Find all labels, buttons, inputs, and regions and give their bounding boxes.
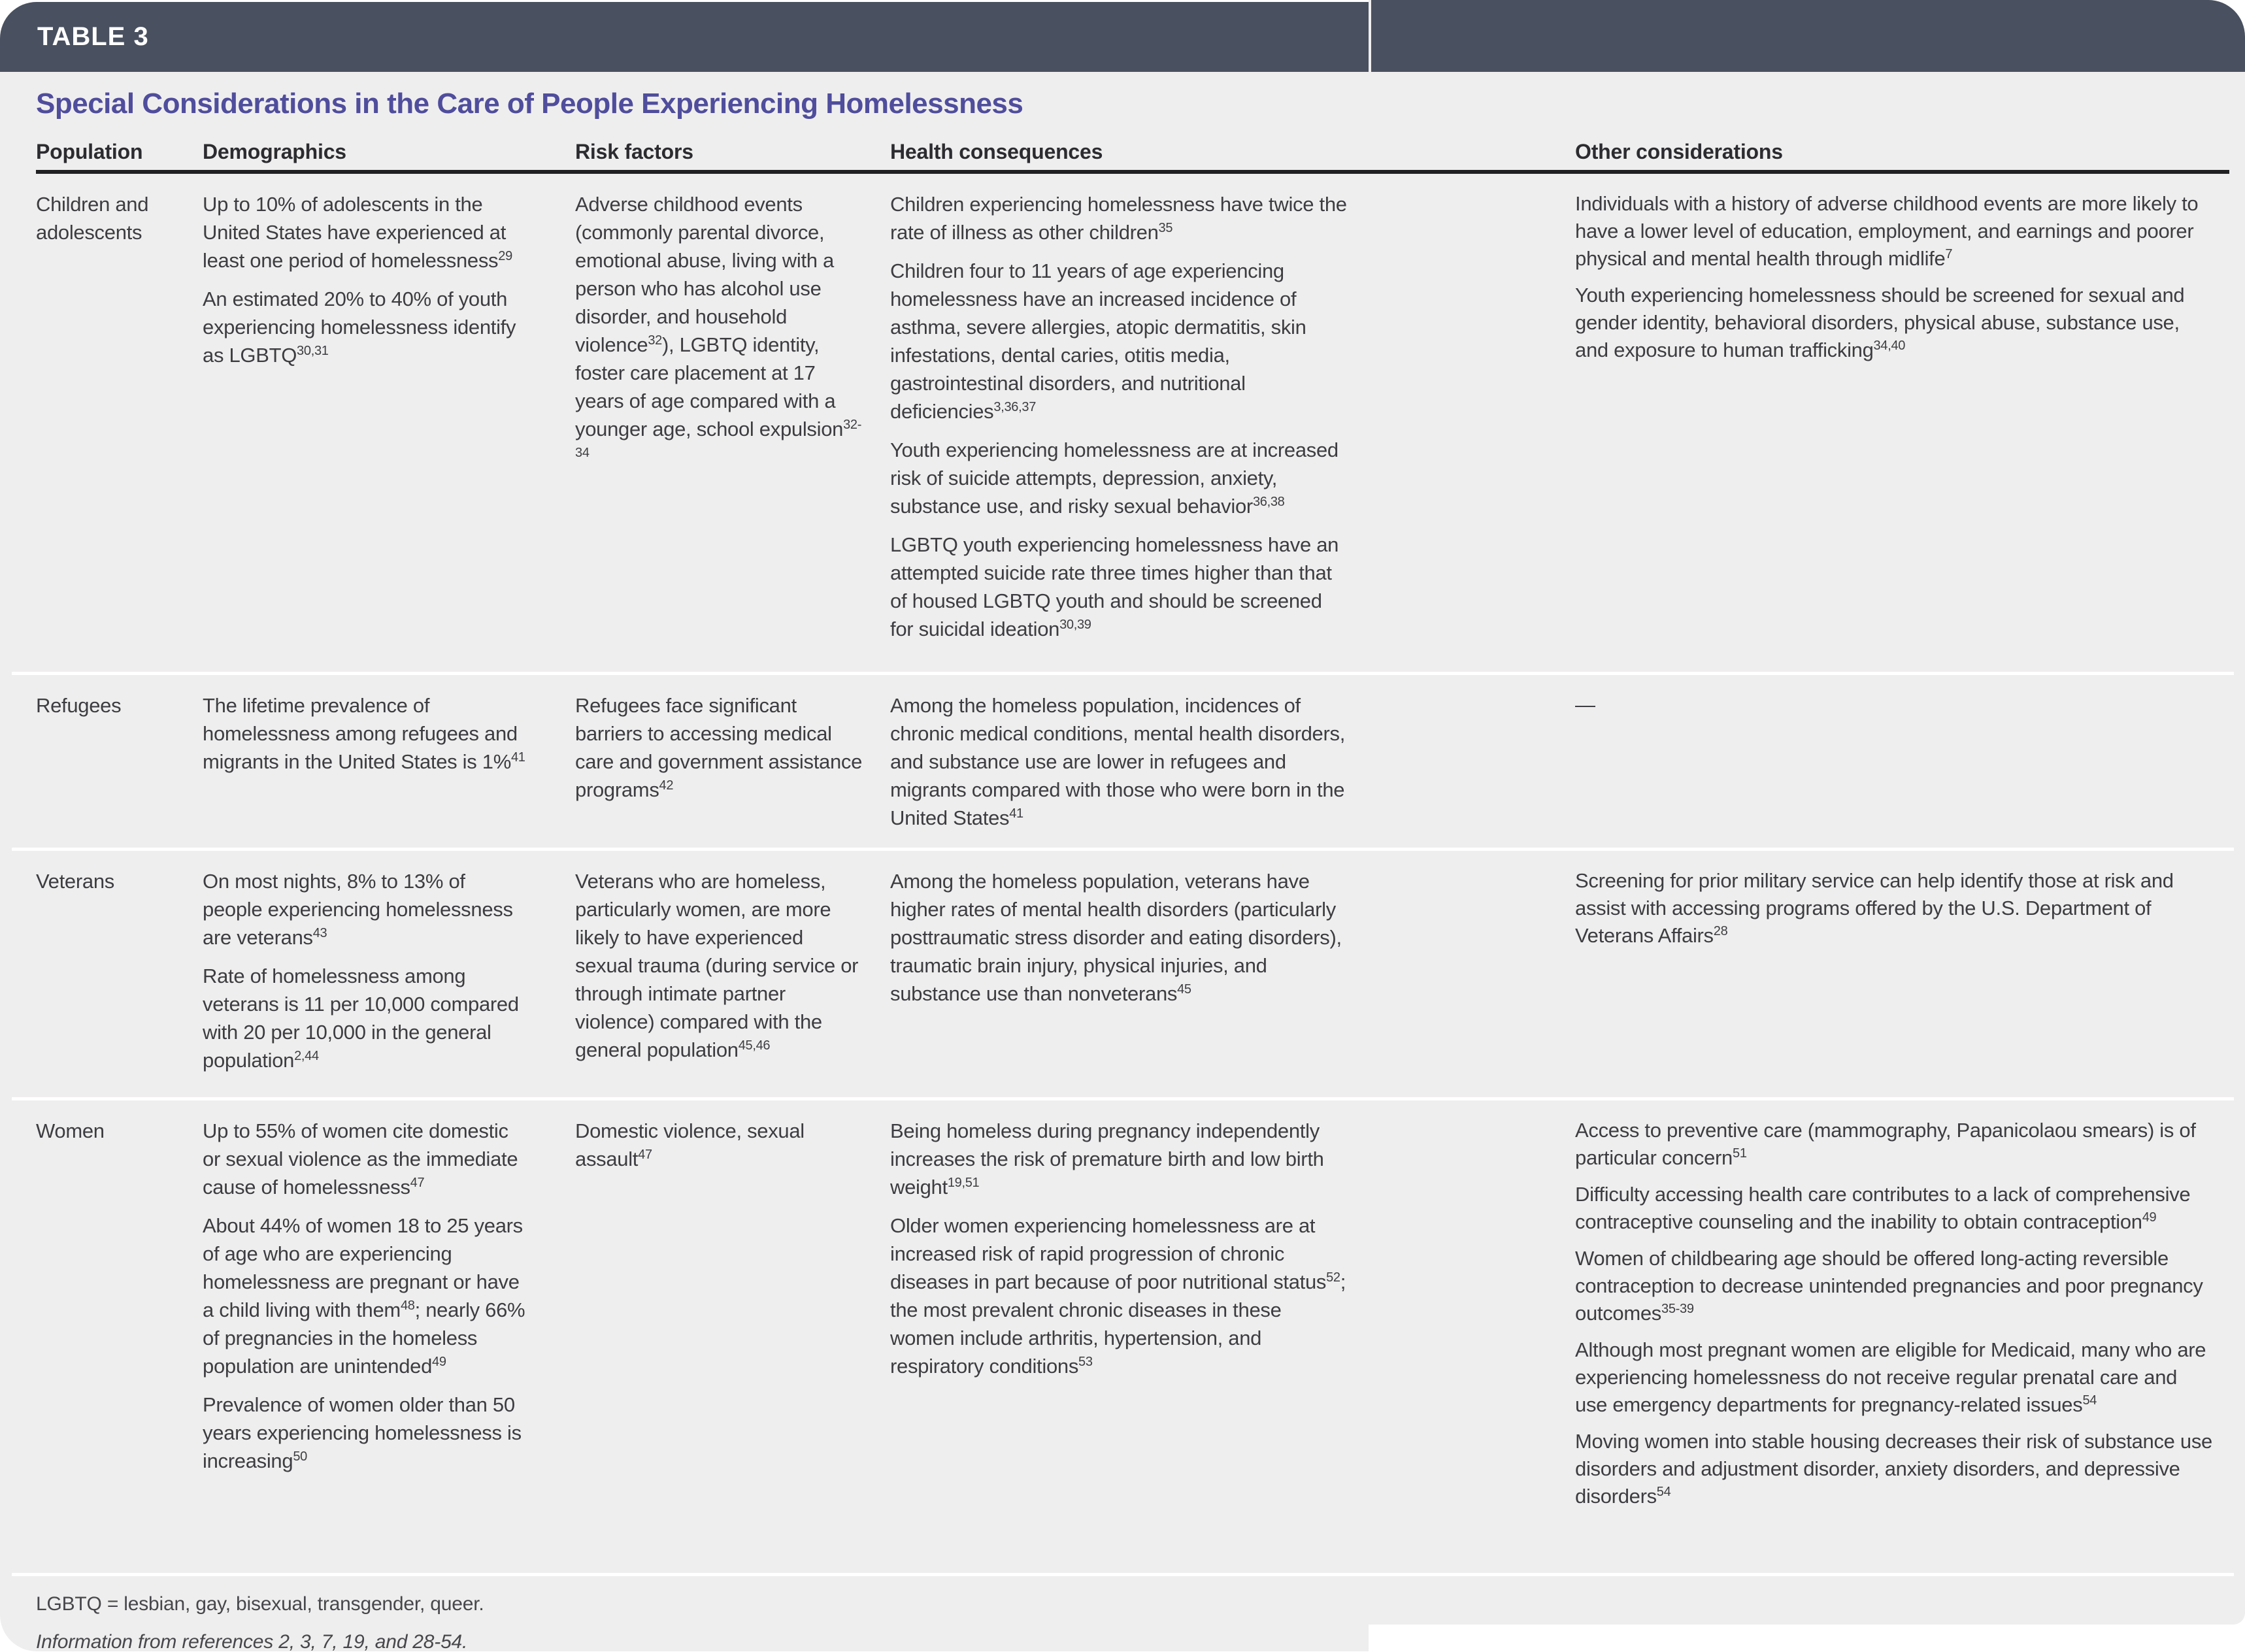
column-header-demographics: Demographics [203, 140, 346, 163]
cell-paragraph: About 44% of women 18 to 25 years of age who are experiencing homelessness are pregnant or have a child living with them$^{48}$; nearly 66% of pregnancies in the homeless population are unintended$^{49}$ [203, 1214, 525, 1378]
cell-paragraph: An estimated 20% to 40% of youth experiencing homelessness identify as LGBTQ$^{30,31}$ [203, 288, 516, 367]
cell-demographics [203, 190, 526, 656]
cell-paragraph: Rate of homelessness among veterans is 11 per 10,000 compared with 20 per 10,000 in the general population$^{2,44}$ [203, 965, 519, 1072]
cell-paragraph: Moving women into stable housing decreases their risk of substance use disorders and adjustment disorder, anxiety disorders, and depressive disorders$^{54}$ [1575, 1430, 2212, 1508]
cell-other-considerations [1575, 190, 2212, 656]
column-header-health-consequences: Health consequences [890, 140, 1103, 163]
table-footer [12, 1573, 2234, 1652]
cell-demographics [203, 691, 526, 832]
cell-paragraph: Prevalence of women older than 50 years experiencing homelessness is increasing$^{50}$ [203, 1393, 522, 1472]
table-body [12, 174, 2234, 1652]
cell-paragraph: Veterans who are homeless, particularly women, are more likely to have experienced sexual trauma (during service or through intimate partner violence) compared with the general population$^{45,46}$ [575, 870, 859, 1061]
cell-health-consequences [890, 691, 1348, 832]
table-number-label: TABLE 3 [37, 22, 149, 51]
cell-other-considerations [1575, 691, 2212, 832]
cell-paragraph: LGBTQ youth experiencing homelessness have an attempted suicide rate three times higher than that of housed LGBTQ youth and should be screened for suicidal ideation$^{30,39}$ [890, 533, 1339, 640]
cell-paragraph: Among the homeless population, veterans have higher rates of mental health disorders (particularly posttraumatic stress disorder and eating disorders), traumatic brain injury, physical injuries, and substance use than nonveterans$^{45}$ [890, 870, 1342, 1005]
cell-paragraph: Being homeless during pregnancy independently increases the risk of premature birth and low birth weight$^{19,51}$ [890, 1119, 1324, 1198]
column-header-population: Population [36, 140, 143, 163]
cell-paragraph: Youth experiencing homelessness should be screened for sexual and gender identity, behavioral disorders, physical abuse, substance use, and exposure to human trafficking$^{34,40}$ [1575, 284, 2185, 361]
table-header-bar-right [1371, 0, 2245, 72]
cell-paragraph: On most nights, 8% to 13% of people experiencing homelessness are veterans$^{43}$ [203, 870, 513, 949]
cell-other-considerations [1575, 1117, 2212, 1557]
cell-paragraph: Individuals with a history of adverse childhood events are more likely to have a lower level of education, employment, and earnings and poorer physical and mental health through midlife$^7$ [1575, 192, 2199, 270]
cell-paragraph: Up to 10% of adolescents in the United States have experienced at least one period of homelessness$^{29}$ [203, 193, 512, 272]
cell-demographics [203, 1117, 526, 1557]
cell-other-considerations [1575, 867, 2212, 1082]
cell-paragraph: Refugees face significant barriers to accessing medical care and government assistance programs$^{42}$ [575, 694, 863, 801]
cell-health-consequences [890, 190, 1348, 656]
table-row [12, 174, 2234, 672]
cell-paragraph: Youth experiencing homelessness are at increased risk of suicide attempts, depression, anxiety, substance use, and risky sexual behavior$^{36,38}$ [890, 438, 1339, 518]
cell-health-consequences [890, 1117, 1348, 1557]
cell-demographics [203, 867, 526, 1082]
cell-paragraph: Among the homeless population, incidences of chronic medical conditions, mental health disorders, and substance use are lower in refugees and migrants compared with those who were born in the United States$^{41}$ [890, 694, 1346, 829]
table-row [12, 672, 2234, 848]
cell-paragraph: Access to preventive care (mammography, Papanicolaou smears) is of particular concern$^{51}$ [1575, 1119, 2196, 1169]
cell-population [36, 1117, 193, 1557]
cell-paragraph: — [1575, 693, 1595, 716]
cell-paragraph: Veterans [36, 870, 114, 893]
cell-paragraph: Domestic violence, sexual assault$^{47}$ [575, 1119, 805, 1170]
cell-health-consequences [890, 867, 1348, 1082]
cell-paragraph: Although most pregnant women are eligible for Medicaid, many who are experiencing homelessness do not receive regular prenatal care and use emergency departments for pregnancy-related issues$^{54}$ [1575, 1338, 2206, 1416]
cell-paragraph: Women of childbearing age should be offered long-acting reversible contraception to decrease unintended pregnancies and poor pregnancy outcomes$^{35-39}$ [1575, 1247, 2203, 1325]
cell-population [36, 867, 193, 1082]
cell-risk-factors [575, 691, 866, 832]
cell-paragraph: Older women experiencing homelessness are at increased risk of rapid progression of chronic diseases in part because of poor nutritional status$^{52}$; the most prevalent chronic diseases in these women include arthritis, hypertension, and respiratory conditions$^{53}$ [890, 1214, 1346, 1378]
cell-paragraph: Children experiencing homelessness have twice the rate of illness as other children$^{35}$ [890, 193, 1347, 244]
table-row [12, 1097, 2234, 1573]
column-header-risk-factors: Risk factors [575, 140, 693, 163]
cell-paragraph: Adverse childhood events (commonly parental divorce, emotional abuse, living with a person who has alcohol use disorder, and household violence$^{32}$), LGBTQ identity, foster care placement at 17 years of age compared with a younger age, school expulsion$^{32-34}$ [575, 193, 862, 460]
cell-risk-factors [575, 190, 866, 656]
cell-paragraph: Women [36, 1119, 105, 1142]
abbreviation-note: LGBTQ = lesbian, gay, bisexual, transgender, queer. [36, 1593, 484, 1615]
cell-paragraph: Difficulty accessing health care contributes to a lack of comprehensive contraceptive counseling and the inability to obtain contraception$^{49}$ [1575, 1183, 2191, 1233]
cell-population [36, 190, 193, 656]
cell-risk-factors [575, 867, 866, 1082]
cell-population [36, 691, 193, 832]
cell-risk-factors [575, 1117, 866, 1557]
cell-paragraph: Refugees [36, 694, 122, 717]
table-header-bar [0, 2, 1369, 72]
cell-paragraph: Children and adolescents [36, 193, 149, 244]
cell-paragraph: The lifetime prevalence of homelessness among refugees and migrants in the United States is 1%$^{41}$ [203, 694, 525, 773]
page-title: Special Considerations in the Care of People Experiencing Homelessness [36, 88, 1023, 120]
column-header-other-considerations: Other considerations [1575, 140, 1783, 163]
source-note: Information from references 2, 3, 7, 19, and 28-54. [36, 1631, 468, 1652]
table-rows [12, 174, 2234, 1573]
table-row [12, 848, 2234, 1097]
cell-paragraph: Up to 55% of women cite domestic or sexual violence as the immediate cause of homelessness$^{47}$ [203, 1119, 518, 1198]
cell-paragraph: Children four to 11 years of age experiencing homelessness have an increased incidence of asthma, severe allergies, atopic dermatitis, skin infestations, dental caries, otitis media, gastrointestinal disorders, and nutritional deficiencies$^{3,36,37}$ [890, 259, 1306, 423]
cell-paragraph: Screening for prior military service can help identify those at risk and assist with accessing programs offered by the U.S. Department of Veterans Affairs$^{28}$ [1575, 869, 2174, 947]
